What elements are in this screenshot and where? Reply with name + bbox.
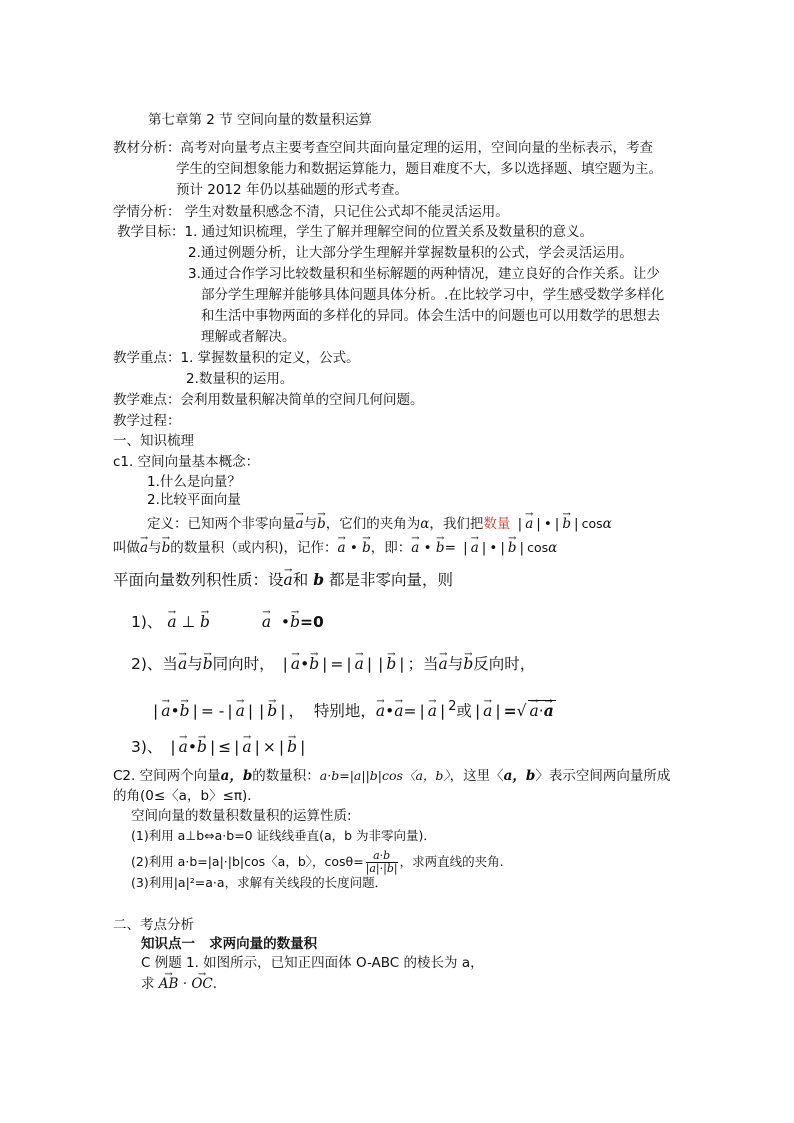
- le-symbol: ≤: [218, 738, 232, 756]
- vector-a: → a: [544, 701, 554, 721]
- item-2-opposite-direction: 反向时，: [473, 655, 536, 673]
- equals-minus: = -: [200, 702, 225, 721]
- dot-operator: •: [489, 540, 498, 556]
- c2-ops-title: 空间向量的数量积数量积的运算性质:: [131, 808, 352, 824]
- vector-b: → b: [203, 654, 213, 674]
- analysis-line-1: [113, 138, 653, 158]
- property-and: 和: [292, 571, 309, 589]
- example-ask: 求: [141, 976, 155, 992]
- c1-title: c1. 空间向量基本概念：: [113, 454, 260, 470]
- vector-a: → a: [355, 654, 364, 674]
- vector-b: → b: [180, 701, 190, 721]
- item-2-or: 或: [456, 702, 472, 721]
- c2-ab: a，b: [220, 768, 253, 784]
- definition-quantity-word: 数量: [483, 516, 511, 532]
- item-2-number: 2)、: [131, 655, 163, 673]
- vector-b: → b: [317, 514, 326, 534]
- alpha-symbol: α: [602, 516, 612, 532]
- item-2-special: 特别地，: [313, 702, 376, 721]
- example-period: .: [212, 976, 218, 992]
- goal-3-d: 理解或者解决。: [201, 329, 296, 345]
- definition-notation-text: 的数量积（或内积)，记作：: [170, 540, 338, 556]
- vector-a: → a: [471, 538, 479, 558]
- vector-b: → b: [562, 514, 571, 534]
- difficulty-text: 会利用数量积解决简单的空间几何问题。: [180, 392, 424, 408]
- vector-a: → a: [161, 701, 170, 721]
- goal-3-b: 部分学生理解并能够具体问题具体分析。.在比较学习中，学生感受数学多样化: [201, 287, 665, 303]
- vector-a: → a: [242, 737, 251, 757]
- situation-line: [113, 202, 509, 222]
- vector-b: → b: [290, 612, 300, 632]
- process-heading: 教学过程：: [113, 413, 181, 429]
- fraction-denominator: |a|·|b|: [365, 862, 398, 875]
- vector-a: → a: [179, 737, 188, 757]
- cos-symbol: cos: [581, 516, 603, 531]
- vector-a: → a: [530, 701, 539, 721]
- definition-called-text: 叫做: [113, 540, 140, 556]
- c2-line-2: 的角(0≤〈a，b〉≤π)．: [113, 788, 261, 804]
- definition-and: 与: [148, 540, 162, 556]
- example-line-2: [141, 974, 217, 994]
- property-item-1: 1)、 → a ⊥ → b → a •→ b=0: [131, 612, 324, 632]
- c2-op-2-tail: ，求两直线的夹角.: [399, 854, 504, 869]
- vector-a: → a: [178, 654, 187, 674]
- c2-ab: a，b: [503, 768, 536, 784]
- analysis-line-3: 预计 2012 年仍以基础题的形式考查。: [176, 182, 408, 198]
- vector-a: → a: [338, 538, 346, 558]
- c1-question-1: 1.什么是向量？: [147, 474, 241, 490]
- vector-a: → a: [411, 538, 419, 558]
- c2-line-1: [113, 766, 670, 786]
- analysis-line-2: 学生的空间想象能力和数据运算能力，题目难度不大，多以选择题、填空题为主。: [176, 161, 662, 177]
- property-item-3: 3)、 |→ a•→ b | ≤ |→ a | × |→ b |: [131, 737, 308, 757]
- vector-a: → a: [284, 570, 293, 590]
- dot-operator: ·: [182, 976, 188, 992]
- c1-question-2: 2.比较平面向量: [147, 492, 241, 508]
- c2-text-2: 的数量积：: [252, 768, 320, 784]
- vector-a: → a: [262, 612, 271, 632]
- perp-symbol: ⊥: [181, 613, 196, 631]
- property-item-2-line-1: 2)、当→ a与→ b同向时， |→ a•→ b | = |→ a | |→ b | ；当→ a与→ b反向时，: [131, 654, 535, 674]
- keypoint-2: 2.数量积的运用。: [186, 371, 294, 387]
- vector-b: → b: [267, 701, 277, 721]
- goal-1: 1. 通过知识梳理，学生了解并理解空间的位置关系及数量积的意义。: [184, 224, 594, 240]
- vector-b: → b: [162, 538, 171, 558]
- alpha-symbol: α: [420, 516, 430, 532]
- vector-a: → a: [236, 701, 245, 721]
- definition-angle-text: ，它们的夹角为: [325, 516, 421, 532]
- vector-a: → a: [296, 514, 304, 534]
- keypoint-1: 1. 掌握数量积的定义，公式。: [180, 350, 360, 366]
- item-2-and: 与: [447, 655, 464, 673]
- c2-formula: a·b=|a||b|cos〈a，b〉: [319, 768, 450, 783]
- alpha-symbol: α: [548, 540, 558, 556]
- definition-line-1: 定义：已知两个非零向量→ a与→ b，它们的夹角为α，我们把数量 |→ a | • |→ b | cosα: [147, 514, 612, 534]
- vector-b: → b: [362, 538, 371, 558]
- item-2-same-direction: 同向时，: [212, 655, 275, 673]
- property-heading: [113, 570, 453, 590]
- vector-b: → b: [309, 654, 319, 674]
- vector-a: → a: [291, 654, 300, 674]
- vector-a: → a: [525, 514, 533, 534]
- c2-text-1: C2. 空间两个向量: [113, 768, 221, 784]
- vector-b: → b: [463, 654, 473, 674]
- c2-text-4: 〉表示空间两向量所成: [535, 768, 671, 784]
- cos-theta-fraction: [366, 850, 398, 875]
- item-2-when: 当: [162, 655, 178, 673]
- c2-op-2: [131, 850, 504, 875]
- bold-b: b: [313, 570, 325, 589]
- vector-b: → b: [508, 538, 517, 558]
- equals-zero: =0: [300, 613, 324, 631]
- keypoints-line-1: [113, 348, 360, 368]
- cos-symbol: cos: [527, 540, 549, 555]
- vector-a: → a: [167, 612, 176, 632]
- goals-line-1: [117, 222, 593, 242]
- c2-text-3: ，这里〈: [449, 768, 504, 784]
- goal-3-c: 和生活中事物两面的多样化的异同。体会生活中的问题也可以用数学的思想去: [201, 308, 660, 324]
- dot-operator: •: [349, 540, 358, 556]
- vector-a: → a: [428, 701, 437, 721]
- vector-a: → a: [439, 654, 448, 674]
- goals-label: 教学目标：: [117, 224, 185, 240]
- times-symbol: ×: [262, 738, 276, 756]
- dot-operator: •: [543, 516, 552, 532]
- property-item-2-line-2: |→ a•→ b | = - |→ a | |→ b | ， 特别地，→ a•→ a= |→ a | $^2$或 |→ a | =√→ a·→ a: [150, 697, 556, 721]
- goal-2: 2.通过例题分析，让大部分学生理解并掌握数量积的公式，学会灵活运用。: [188, 245, 633, 261]
- square-exponent: 2: [448, 699, 457, 714]
- kp1-text: 求两向量的数量积: [209, 936, 318, 952]
- keypoints-label: 教学重点：: [113, 350, 181, 366]
- section-1-heading: 一、知识梳理: [113, 433, 194, 449]
- vector-a: → a: [140, 538, 148, 558]
- definition-and: 与: [303, 516, 318, 532]
- goal-3-a: 3.通过合作学习比较数量积和坐标解题的两种情况，建立良好的合作关系。让少: [188, 266, 660, 282]
- fraction-numerator: a·b: [366, 850, 398, 863]
- difficulty-label: 教学难点：: [113, 392, 181, 408]
- sqrt-radicand: → a·→ a: [528, 700, 556, 721]
- item-2-when-2: ；当: [407, 655, 439, 673]
- c2-op-2-text: (2)利用 a·b=|a|·|b|cos〈a，b〉，cosθ=: [131, 854, 364, 869]
- c2-op-3: (3)利用|a|²=a·a，求解有关线段的长度问题．: [131, 875, 388, 890]
- vector-oc: → OC: [191, 974, 212, 994]
- item-1-number: 1)、: [131, 613, 163, 631]
- vector-b: → b: [200, 612, 210, 632]
- page-title: 第七章第 2 节 空间向量的数量积运算: [148, 112, 372, 128]
- analysis-text-1: 高考对向量考点主要考查空间共面向量定理的运用，空间向量的坐标表示，考查: [180, 140, 653, 156]
- section-2-heading: 二、考点分析: [113, 917, 194, 933]
- vector-b: → b: [386, 654, 396, 674]
- dot-operator: •: [423, 540, 432, 556]
- vector-b: → b: [287, 737, 297, 757]
- item-2-and: 与: [187, 655, 203, 673]
- difficulty-line: [113, 390, 424, 410]
- kp1-label: 知识点一: [141, 936, 195, 952]
- situation-text: 学生对数量积感念不清，只记住公式却不能灵活运用。: [180, 204, 509, 220]
- vector-b: → b: [197, 737, 207, 757]
- knowledge-point-1: [141, 934, 317, 954]
- vector-ab: → AB: [159, 974, 179, 994]
- property-text-2: 都是非零向量，则: [329, 571, 454, 589]
- item-3-number: 3)、: [131, 738, 163, 756]
- property-text-1: 平面向量数列积性质：设: [113, 571, 284, 589]
- situation-label: 学情分析：: [113, 204, 181, 220]
- vector-a: → a: [483, 701, 492, 721]
- example-line-1: C 例题 1. 如图所示，已知正四面体 O-ABC 的棱长为 a，: [141, 955, 484, 971]
- definition-line-2: 叫做→ a与→ b的数量积（或内积)，记作：→ a • → b，即：→ a • → b= |→ a | • |→ b | cosα: [113, 538, 557, 558]
- definition-ie-text: ，即：: [370, 540, 412, 556]
- c2-op-1: (1)利用 a⊥b⇔a·b=0 证线线垂直(a，b 为非零向量)．: [131, 828, 436, 843]
- vector-b: → b: [436, 538, 445, 558]
- analysis-label: 教材分析：: [113, 140, 181, 156]
- definition-text: 定义：已知两个非零向量: [147, 516, 296, 532]
- definition-we-text: ，我们把: [429, 516, 484, 532]
- vector-a: → a: [376, 701, 385, 721]
- vector-a: → a: [394, 701, 403, 721]
- equals-sign: =: [444, 540, 456, 556]
